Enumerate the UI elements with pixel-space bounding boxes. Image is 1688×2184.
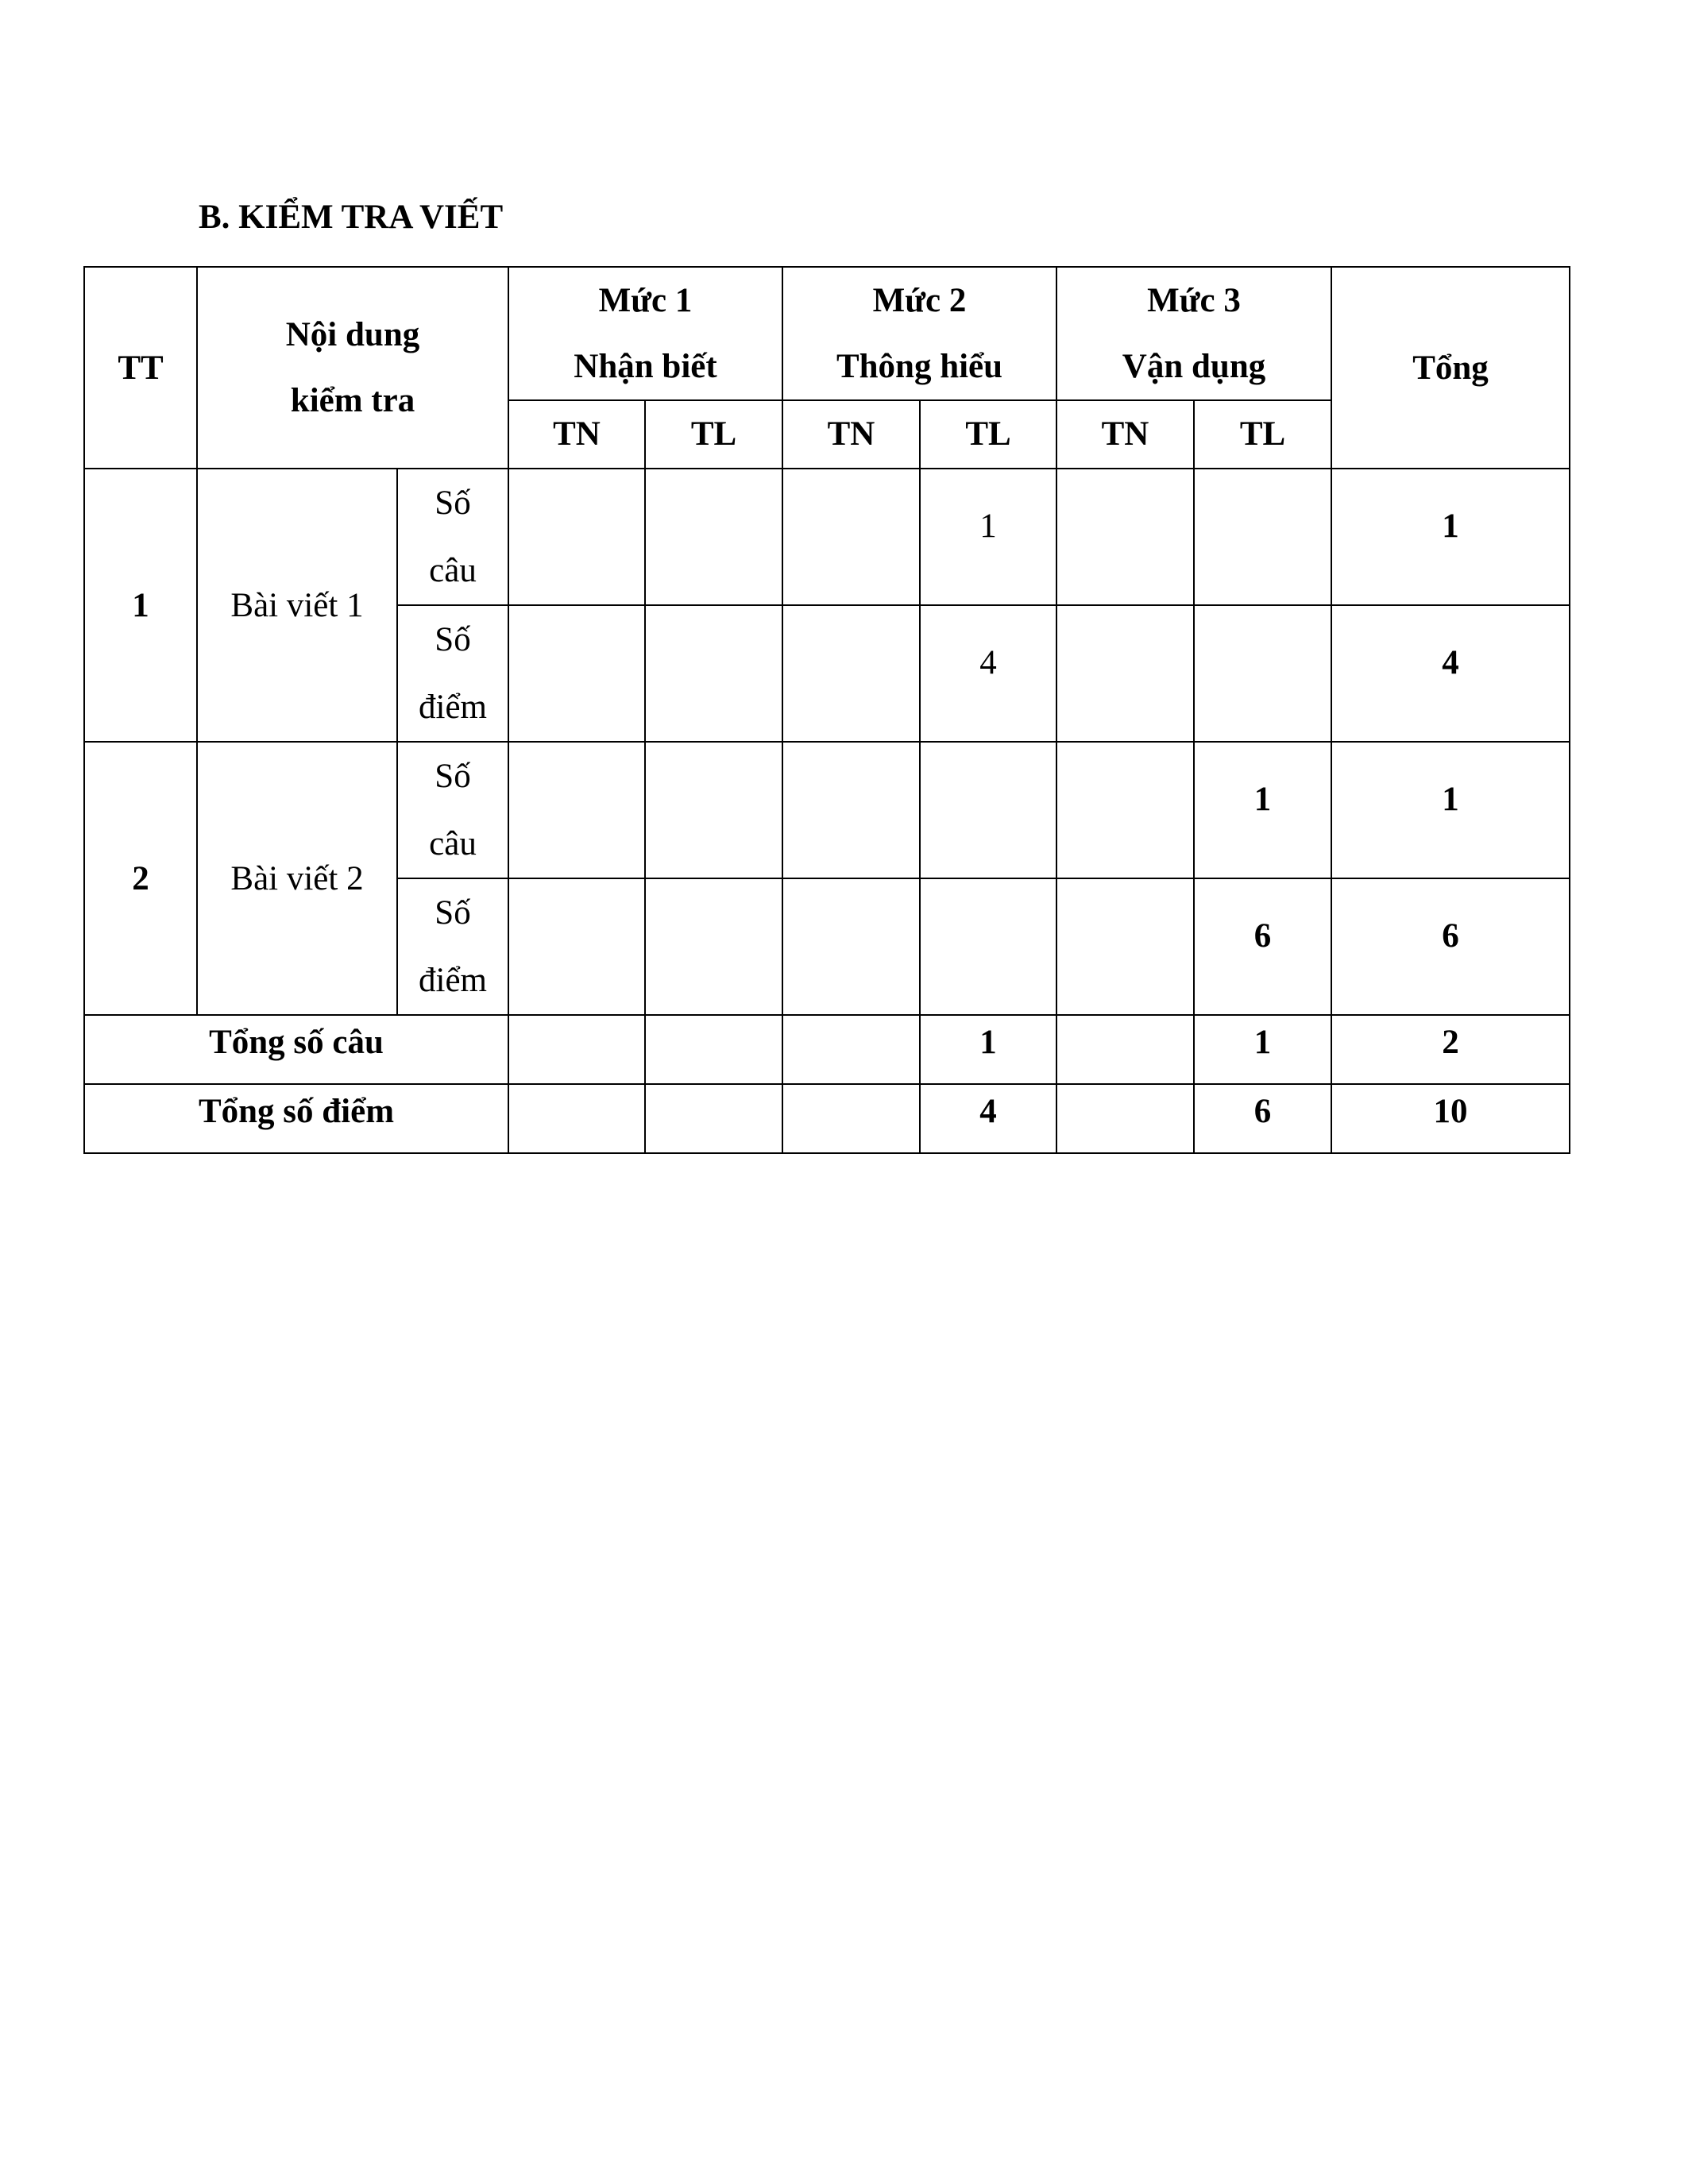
cell-value xyxy=(645,742,782,878)
metric-label-line2: câu xyxy=(429,552,477,589)
cell-total: 2 xyxy=(1331,1015,1570,1084)
metric-label-line2: câu xyxy=(429,825,477,862)
cell-value xyxy=(645,469,782,605)
table-row xyxy=(84,469,1570,605)
row-metric-label xyxy=(397,742,508,878)
sub-header-tl: TL xyxy=(920,400,1056,469)
cell-total: 4 xyxy=(1331,605,1570,742)
cell-value: 1 xyxy=(920,1015,1056,1084)
cell-value xyxy=(508,878,645,1015)
cell-value xyxy=(1056,878,1194,1015)
cell-value: 1 xyxy=(920,469,1056,605)
header-level-3 xyxy=(1056,267,1331,400)
metric-label-line1: Số xyxy=(435,894,471,932)
cell-value: 6 xyxy=(1194,1084,1331,1153)
cell-value xyxy=(782,742,920,878)
cell-value: 1 xyxy=(1194,1015,1331,1084)
metric-label-line1: Số xyxy=(435,484,471,522)
header-level-2 xyxy=(782,267,1056,400)
sub-header-tl: TL xyxy=(645,400,782,469)
sub-header-tl: TL xyxy=(1194,400,1331,469)
cell-value: 1 xyxy=(1194,742,1331,878)
header-content-line2: kiểm tra xyxy=(290,382,415,419)
cell-value xyxy=(645,605,782,742)
cell-total: 1 xyxy=(1331,469,1570,605)
metric-label-line1: Số xyxy=(435,621,471,658)
totals-row-points xyxy=(84,1084,1570,1153)
header-tt: TT xyxy=(84,267,197,469)
cell-value: 4 xyxy=(920,605,1056,742)
level-3-desc: Vận dụng xyxy=(1122,348,1266,385)
header-total: Tổng xyxy=(1331,267,1570,469)
cell-value xyxy=(920,742,1056,878)
row-metric-label xyxy=(397,605,508,742)
metric-label-line2: điểm xyxy=(419,689,487,726)
sub-header-tn: TN xyxy=(508,400,645,469)
level-3-name: Mức 3 xyxy=(1147,282,1241,319)
cell-value xyxy=(508,469,645,605)
cell-total: 10 xyxy=(1331,1084,1570,1153)
row-content: Bài viết 2 xyxy=(197,742,397,1015)
cell-value xyxy=(508,1084,645,1153)
row-metric-label xyxy=(397,878,508,1015)
section-title: B. KIỂM TRA VIẾT xyxy=(199,199,504,236)
cell-value xyxy=(1056,742,1194,878)
level-1-name: Mức 1 xyxy=(598,282,693,319)
row-content: Bài viết 1 xyxy=(197,469,397,742)
cell-value: 4 xyxy=(920,1084,1056,1153)
totals-label: Tổng số điểm xyxy=(84,1084,508,1153)
cell-total: 6 xyxy=(1331,878,1570,1015)
cell-value xyxy=(508,605,645,742)
sub-header-tn: TN xyxy=(782,400,920,469)
cell-value xyxy=(782,605,920,742)
metric-label-line2: điểm xyxy=(419,962,487,999)
cell-value xyxy=(508,742,645,878)
level-1-desc: Nhận biết xyxy=(574,348,717,385)
cell-total: 1 xyxy=(1331,742,1570,878)
cell-value xyxy=(1194,605,1331,742)
cell-value xyxy=(1056,1084,1194,1153)
cell-value xyxy=(645,1015,782,1084)
cell-value xyxy=(1056,605,1194,742)
totals-row-questions xyxy=(84,1015,1570,1084)
totals-label: Tổng số câu xyxy=(84,1015,508,1084)
row-metric-label xyxy=(397,469,508,605)
metric-label-line1: Số xyxy=(435,758,471,795)
cell-value xyxy=(645,878,782,1015)
header-row-levels xyxy=(84,267,1570,400)
cell-value xyxy=(782,469,920,605)
cell-value: 6 xyxy=(1194,878,1331,1015)
row-tt: 2 xyxy=(84,742,197,1015)
sub-header-tn: TN xyxy=(1056,400,1194,469)
table-row xyxy=(84,742,1570,878)
cell-value xyxy=(782,1015,920,1084)
level-2-desc: Thông hiểu xyxy=(836,348,1003,385)
cell-value xyxy=(1056,1015,1194,1084)
header-content xyxy=(197,267,508,469)
header-content-line1: Nội dung xyxy=(285,316,420,353)
cell-value xyxy=(508,1015,645,1084)
cell-value xyxy=(782,1084,920,1153)
cell-value xyxy=(645,1084,782,1153)
cell-value xyxy=(1194,469,1331,605)
cell-value xyxy=(782,878,920,1015)
header-level-1 xyxy=(508,267,782,400)
level-2-name: Mức 2 xyxy=(872,282,967,319)
test-matrix-table xyxy=(83,266,1570,1154)
cell-value xyxy=(1056,469,1194,605)
row-tt: 1 xyxy=(84,469,197,742)
cell-value xyxy=(920,878,1056,1015)
